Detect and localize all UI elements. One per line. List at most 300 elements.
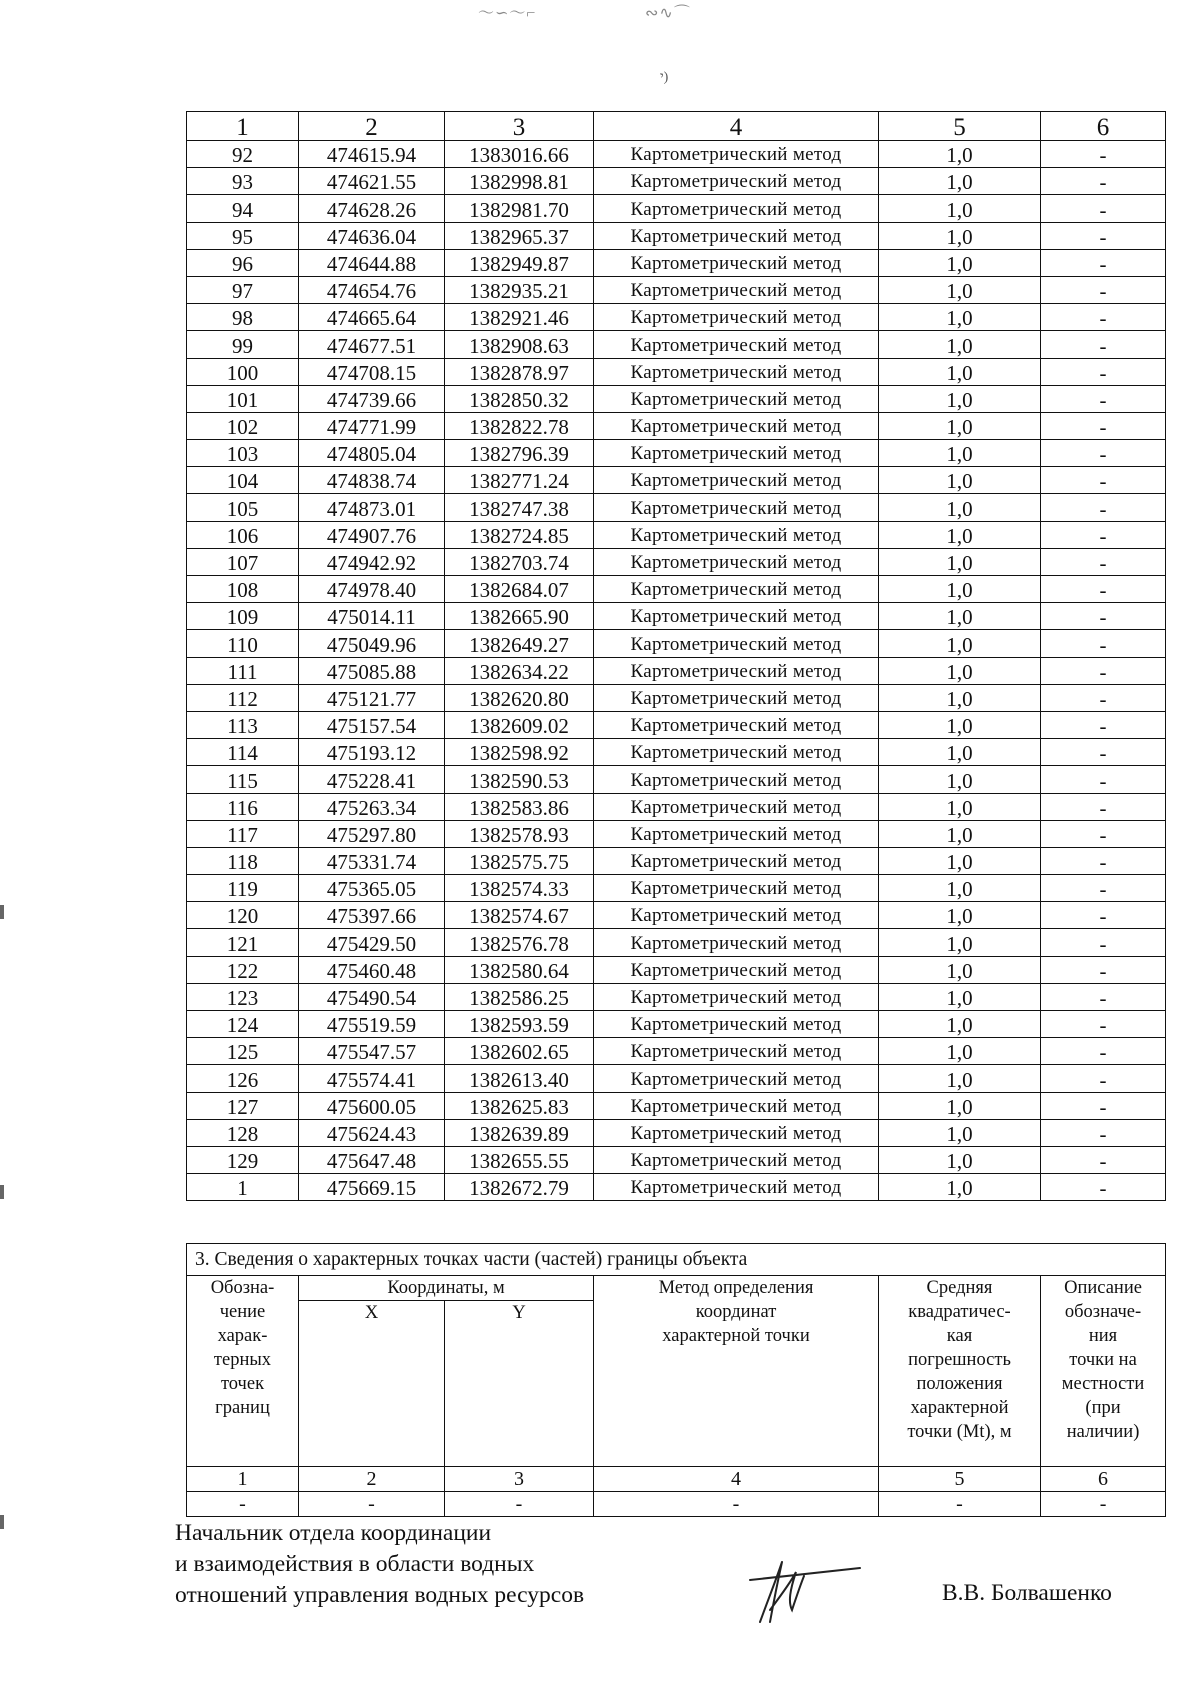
point-number-cell: 92: [187, 141, 299, 168]
x-coordinate-cell: 475365.05: [299, 875, 445, 902]
error-value-cell: 1,0: [879, 684, 1041, 711]
section3-num-3: 3: [445, 1467, 594, 1492]
x-coordinate-cell: 475547.57: [299, 1038, 445, 1065]
header-cell-4: 4: [594, 112, 879, 141]
point-number-cell: 114: [187, 739, 299, 766]
method-cell: Картометрический метод: [594, 467, 879, 494]
point-number-cell: 94: [187, 195, 299, 222]
point-number-cell: 111: [187, 657, 299, 684]
error-value-cell: 1,0: [879, 385, 1041, 412]
description-cell: -: [1041, 1119, 1166, 1146]
point-number-cell: 126: [187, 1065, 299, 1092]
method-cell: Картометрический метод: [594, 684, 879, 711]
x-coordinate-cell: 475519.59: [299, 1011, 445, 1038]
y-coordinate-cell: 1382578.93: [445, 820, 594, 847]
method-cell: Картометрический метод: [594, 1011, 879, 1038]
error-value-cell: 1,0: [879, 603, 1041, 630]
x-coordinate-cell: 475228.41: [299, 766, 445, 793]
table-row: [187, 1065, 1166, 1092]
method-cell: Картометрический метод: [594, 548, 879, 575]
description-cell: -: [1041, 657, 1166, 684]
x-coordinate-cell: 475297.80: [299, 820, 445, 847]
x-coordinate-cell: 474771.99: [299, 412, 445, 439]
method-cell: Картометрический метод: [594, 331, 879, 358]
x-coordinate-cell: 474873.01: [299, 494, 445, 521]
error-value-cell: 1,0: [879, 358, 1041, 385]
point-number-cell: 107: [187, 548, 299, 575]
section3-num-1: 1: [187, 1467, 299, 1492]
x-coordinate-cell: 475121.77: [299, 684, 445, 711]
section3-num-5: 5: [879, 1467, 1041, 1492]
description-cell: -: [1041, 467, 1166, 494]
section3-num-2: 2: [299, 1467, 445, 1492]
description-cell: -: [1041, 141, 1166, 168]
point-number-cell: 119: [187, 875, 299, 902]
section3-designation-header: Обозна- чение харак- терных точек границ: [187, 1276, 299, 1467]
position-line-1: Начальник отдела координации: [175, 1520, 492, 1546]
x-coordinate-cell: 475574.41: [299, 1065, 445, 1092]
top-scribble-right: ∾∿⌒: [645, 5, 691, 22]
x-coordinate-cell: 474942.92: [299, 548, 445, 575]
coordinates-table-body: [187, 112, 1166, 1201]
error-value-cell: 1,0: [879, 1038, 1041, 1065]
description-cell: -: [1041, 304, 1166, 331]
method-cell: Картометрический метод: [594, 847, 879, 874]
handwritten-signature: [730, 1550, 870, 1630]
section3-dash-5: -: [879, 1492, 1041, 1517]
table-row: [187, 603, 1166, 630]
point-number-cell: 112: [187, 684, 299, 711]
method-cell: Картометрический метод: [594, 1092, 879, 1119]
description-cell: -: [1041, 603, 1166, 630]
description-cell: -: [1041, 711, 1166, 738]
description-cell: -: [1041, 249, 1166, 276]
y-coordinate-cell: 1382822.78: [445, 412, 594, 439]
error-value-cell: 1,0: [879, 1011, 1041, 1038]
description-cell: -: [1041, 168, 1166, 195]
error-value-cell: 1,0: [879, 141, 1041, 168]
error-value-cell: 1,0: [879, 1065, 1041, 1092]
description-cell: -: [1041, 1146, 1166, 1173]
description-cell: -: [1041, 630, 1166, 657]
error-value-cell: 1,0: [879, 276, 1041, 303]
description-cell: -: [1041, 222, 1166, 249]
edge-mark: [0, 1185, 4, 1199]
method-cell: Картометрический метод: [594, 929, 879, 956]
point-number-cell: 121: [187, 929, 299, 956]
error-value-cell: 1,0: [879, 956, 1041, 983]
section3-title: 3. Сведения о характерных точках части (частей) границы объекта: [187, 1244, 1166, 1276]
header-cell-2: 2: [299, 112, 445, 141]
description-cell: -: [1041, 739, 1166, 766]
point-number-cell: 108: [187, 576, 299, 603]
description-cell: -: [1041, 494, 1166, 521]
x-coordinate-cell: 474636.04: [299, 222, 445, 249]
error-value-cell: 1,0: [879, 521, 1041, 548]
description-cell: -: [1041, 358, 1166, 385]
section3-num-6: 6: [1041, 1467, 1166, 1492]
y-coordinate-cell: 1383016.66: [445, 141, 594, 168]
x-coordinate-cell: 474665.64: [299, 304, 445, 331]
table-row: [187, 1011, 1166, 1038]
x-coordinate-cell: 474805.04: [299, 440, 445, 467]
error-value-cell: 1,0: [879, 1119, 1041, 1146]
error-value-cell: 1,0: [879, 711, 1041, 738]
header-cell-3: 3: [445, 112, 594, 141]
description-cell: -: [1041, 1174, 1166, 1201]
table-row: [187, 195, 1166, 222]
table-row: [187, 1038, 1166, 1065]
y-coordinate-cell: 1382574.33: [445, 875, 594, 902]
section3-y-header: Y: [445, 1301, 594, 1467]
method-cell: Картометрический метод: [594, 385, 879, 412]
table-row: [187, 304, 1166, 331]
x-coordinate-cell: 474978.40: [299, 576, 445, 603]
y-coordinate-cell: 1382625.83: [445, 1092, 594, 1119]
x-coordinate-cell: 475624.43: [299, 1119, 445, 1146]
table-row: [187, 657, 1166, 684]
method-cell: Картометрический метод: [594, 657, 879, 684]
error-value-cell: 1,0: [879, 766, 1041, 793]
description-cell: -: [1041, 902, 1166, 929]
table-row: [187, 331, 1166, 358]
method-cell: Картометрический метод: [594, 494, 879, 521]
error-value-cell: 1,0: [879, 467, 1041, 494]
point-number-cell: 93: [187, 168, 299, 195]
y-coordinate-cell: 1382965.37: [445, 222, 594, 249]
method-cell: Картометрический метод: [594, 630, 879, 657]
table-row: [187, 929, 1166, 956]
section3-empty-row: [187, 1492, 1166, 1517]
x-coordinate-cell: 474708.15: [299, 358, 445, 385]
y-coordinate-cell: 1382613.40: [445, 1065, 594, 1092]
y-coordinate-cell: 1382609.02: [445, 711, 594, 738]
method-cell: Картометрический метод: [594, 195, 879, 222]
point-number-cell: 96: [187, 249, 299, 276]
error-value-cell: 1,0: [879, 630, 1041, 657]
method-cell: Картометрический метод: [594, 711, 879, 738]
y-coordinate-cell: 1382583.86: [445, 793, 594, 820]
table-row: [187, 521, 1166, 548]
x-coordinate-cell: 475490.54: [299, 983, 445, 1010]
table-row: [187, 684, 1166, 711]
method-cell: Картометрический метод: [594, 576, 879, 603]
point-number-cell: 95: [187, 222, 299, 249]
method-cell: Картометрический метод: [594, 1119, 879, 1146]
header-cell-1: 1: [187, 112, 299, 141]
point-number-cell: 97: [187, 276, 299, 303]
header-cell-6: 6: [1041, 112, 1166, 141]
x-coordinate-cell: 475647.48: [299, 1146, 445, 1173]
description-cell: -: [1041, 847, 1166, 874]
x-coordinate-cell: 475085.88: [299, 657, 445, 684]
y-coordinate-cell: 1382574.67: [445, 902, 594, 929]
table-row: [187, 1092, 1166, 1119]
table-row: [187, 276, 1166, 303]
edge-mark: [0, 1515, 4, 1529]
table-row: [187, 385, 1166, 412]
table-row: [187, 902, 1166, 929]
description-cell: -: [1041, 440, 1166, 467]
section3-header-row-1: [187, 1276, 1166, 1301]
point-number-cell: 101: [187, 385, 299, 412]
section3-dash-2: -: [299, 1492, 445, 1517]
table-row: [187, 739, 1166, 766]
y-coordinate-cell: 1382655.55: [445, 1146, 594, 1173]
page-mark: י): [660, 70, 669, 85]
point-number-cell: 105: [187, 494, 299, 521]
x-coordinate-cell: 475263.34: [299, 793, 445, 820]
y-coordinate-cell: 1382949.87: [445, 249, 594, 276]
table-row: [187, 766, 1166, 793]
point-number-cell: 99: [187, 331, 299, 358]
x-coordinate-cell: 475193.12: [299, 739, 445, 766]
method-cell: Картометрический метод: [594, 222, 879, 249]
table-row: [187, 548, 1166, 575]
section3-dash-3: -: [445, 1492, 594, 1517]
point-number-cell: 100: [187, 358, 299, 385]
method-cell: Картометрический метод: [594, 521, 879, 548]
point-number-cell: 104: [187, 467, 299, 494]
method-cell: Картометрический метод: [594, 168, 879, 195]
y-coordinate-cell: 1382575.75: [445, 847, 594, 874]
y-coordinate-cell: 1382580.64: [445, 956, 594, 983]
table-row: [187, 467, 1166, 494]
y-coordinate-cell: 1382908.63: [445, 331, 594, 358]
section3-number-row: [187, 1467, 1166, 1492]
method-cell: Картометрический метод: [594, 1174, 879, 1201]
table-row: [187, 875, 1166, 902]
error-value-cell: 1,0: [879, 820, 1041, 847]
x-coordinate-cell: 475331.74: [299, 847, 445, 874]
point-number-cell: 123: [187, 983, 299, 1010]
description-cell: -: [1041, 929, 1166, 956]
table-row: [187, 956, 1166, 983]
table-row: [187, 494, 1166, 521]
table-row: [187, 630, 1166, 657]
point-number-cell: 120: [187, 902, 299, 929]
description-cell: -: [1041, 548, 1166, 575]
y-coordinate-cell: 1382998.81: [445, 168, 594, 195]
x-coordinate-cell: 475429.50: [299, 929, 445, 956]
x-coordinate-cell: 475049.96: [299, 630, 445, 657]
edge-mark: [0, 905, 4, 919]
error-value-cell: 1,0: [879, 304, 1041, 331]
method-cell: Картометрический метод: [594, 956, 879, 983]
y-coordinate-cell: 1382935.21: [445, 276, 594, 303]
table-row: [187, 168, 1166, 195]
description-cell: -: [1041, 195, 1166, 222]
point-number-cell: 103: [187, 440, 299, 467]
point-number-cell: 102: [187, 412, 299, 439]
description-cell: -: [1041, 576, 1166, 603]
error-value-cell: 1,0: [879, 331, 1041, 358]
section3-x-header: X: [299, 1301, 445, 1467]
table-row: [187, 576, 1166, 603]
y-coordinate-cell: 1382850.32: [445, 385, 594, 412]
method-cell: Картометрический метод: [594, 358, 879, 385]
table-header-row: [187, 112, 1166, 141]
position-line-3: отношений управления водных ресурсов: [175, 1582, 585, 1608]
method-cell: Картометрический метод: [594, 766, 879, 793]
table-row: [187, 793, 1166, 820]
x-coordinate-cell: 474615.94: [299, 141, 445, 168]
description-cell: -: [1041, 1065, 1166, 1092]
section3-description-header: Описание обозначе- ния точки на местности (при наличии): [1041, 1276, 1166, 1467]
table-row: [187, 711, 1166, 738]
y-coordinate-cell: 1382602.65: [445, 1038, 594, 1065]
x-coordinate-cell: 474644.88: [299, 249, 445, 276]
table-row: [187, 1174, 1166, 1201]
y-coordinate-cell: 1382639.89: [445, 1119, 594, 1146]
error-value-cell: 1,0: [879, 657, 1041, 684]
table-row: [187, 412, 1166, 439]
table-row: [187, 847, 1166, 874]
point-number-cell: 1: [187, 1174, 299, 1201]
error-value-cell: 1,0: [879, 793, 1041, 820]
error-value-cell: 1,0: [879, 1174, 1041, 1201]
error-value-cell: 1,0: [879, 412, 1041, 439]
method-cell: Картометрический метод: [594, 412, 879, 439]
point-number-cell: 129: [187, 1146, 299, 1173]
method-cell: Картометрический метод: [594, 1038, 879, 1065]
y-coordinate-cell: 1382747.38: [445, 494, 594, 521]
description-cell: -: [1041, 331, 1166, 358]
point-number-cell: 110: [187, 630, 299, 657]
y-coordinate-cell: 1382771.24: [445, 467, 594, 494]
header-cell-5: 5: [879, 112, 1041, 141]
y-coordinate-cell: 1382634.22: [445, 657, 594, 684]
signer-name: В.В. Болвашенко: [942, 1580, 1112, 1606]
error-value-cell: 1,0: [879, 739, 1041, 766]
method-cell: Картометрический метод: [594, 983, 879, 1010]
method-cell: Картометрический метод: [594, 739, 879, 766]
description-cell: -: [1041, 1092, 1166, 1119]
method-cell: Картометрический метод: [594, 249, 879, 276]
point-number-cell: 122: [187, 956, 299, 983]
point-number-cell: 98: [187, 304, 299, 331]
x-coordinate-cell: 475014.11: [299, 603, 445, 630]
point-number-cell: 109: [187, 603, 299, 630]
table-row: [187, 249, 1166, 276]
top-scribble-left: ～∽～⌐: [478, 5, 537, 22]
section3-table: [186, 1243, 1166, 1517]
error-value-cell: 1,0: [879, 249, 1041, 276]
y-coordinate-cell: 1382981.70: [445, 195, 594, 222]
description-cell: -: [1041, 276, 1166, 303]
description-cell: -: [1041, 412, 1166, 439]
method-cell: Картометрический метод: [594, 1065, 879, 1092]
x-coordinate-cell: 474739.66: [299, 385, 445, 412]
error-value-cell: 1,0: [879, 440, 1041, 467]
section3-num-4: 4: [594, 1467, 879, 1492]
description-cell: -: [1041, 956, 1166, 983]
point-number-cell: 115: [187, 766, 299, 793]
error-value-cell: 1,0: [879, 548, 1041, 575]
method-cell: Картометрический метод: [594, 875, 879, 902]
position-line-2: и взаимодействия в области водных: [175, 1551, 535, 1577]
method-cell: Картометрический метод: [594, 304, 879, 331]
y-coordinate-cell: 1382921.46: [445, 304, 594, 331]
error-value-cell: 1,0: [879, 1092, 1041, 1119]
error-value-cell: 1,0: [879, 1146, 1041, 1173]
description-cell: -: [1041, 684, 1166, 711]
y-coordinate-cell: 1382586.25: [445, 983, 594, 1010]
x-coordinate-cell: 475157.54: [299, 711, 445, 738]
x-coordinate-cell: 474677.51: [299, 331, 445, 358]
method-cell: Картометрический метод: [594, 440, 879, 467]
y-coordinate-cell: 1382724.85: [445, 521, 594, 548]
point-number-cell: 127: [187, 1092, 299, 1119]
error-value-cell: 1,0: [879, 494, 1041, 521]
x-coordinate-cell: 474907.76: [299, 521, 445, 548]
description-cell: -: [1041, 793, 1166, 820]
x-coordinate-cell: 475669.15: [299, 1174, 445, 1201]
section3-error-header: Средняя квадратичес- кая погрешность положения характерной точки (Mt), м: [879, 1276, 1041, 1467]
error-value-cell: 1,0: [879, 875, 1041, 902]
point-number-cell: 113: [187, 711, 299, 738]
error-value-cell: 1,0: [879, 168, 1041, 195]
method-cell: Картометрический метод: [594, 1146, 879, 1173]
error-value-cell: 1,0: [879, 222, 1041, 249]
y-coordinate-cell: 1382684.07: [445, 576, 594, 603]
section3-dash-4: -: [594, 1492, 879, 1517]
method-cell: Картометрический метод: [594, 902, 879, 929]
method-cell: Картометрический метод: [594, 141, 879, 168]
error-value-cell: 1,0: [879, 983, 1041, 1010]
description-cell: -: [1041, 385, 1166, 412]
description-cell: -: [1041, 766, 1166, 793]
point-number-cell: 106: [187, 521, 299, 548]
x-coordinate-cell: 474654.76: [299, 276, 445, 303]
method-cell: Картометрический метод: [594, 603, 879, 630]
y-coordinate-cell: 1382576.78: [445, 929, 594, 956]
description-cell: -: [1041, 875, 1166, 902]
table-row: [187, 141, 1166, 168]
description-cell: -: [1041, 983, 1166, 1010]
y-coordinate-cell: 1382878.97: [445, 358, 594, 385]
error-value-cell: 1,0: [879, 929, 1041, 956]
y-coordinate-cell: 1382620.80: [445, 684, 594, 711]
table-row: [187, 222, 1166, 249]
table-row: [187, 1119, 1166, 1146]
description-cell: -: [1041, 820, 1166, 847]
y-coordinate-cell: 1382593.59: [445, 1011, 594, 1038]
point-number-cell: 124: [187, 1011, 299, 1038]
x-coordinate-cell: 474838.74: [299, 467, 445, 494]
coordinates-table: [186, 111, 1166, 1201]
x-coordinate-cell: 475600.05: [299, 1092, 445, 1119]
y-coordinate-cell: 1382598.92: [445, 739, 594, 766]
y-coordinate-cell: 1382649.27: [445, 630, 594, 657]
method-cell: Картометрический метод: [594, 276, 879, 303]
section3-method-header: Метод определения координат характерной точки: [594, 1276, 879, 1467]
section3-dash-6: -: [1041, 1492, 1166, 1517]
error-value-cell: 1,0: [879, 847, 1041, 874]
point-number-cell: 116: [187, 793, 299, 820]
point-number-cell: 128: [187, 1119, 299, 1146]
x-coordinate-cell: 475460.48: [299, 956, 445, 983]
section3-dash-1: -: [187, 1492, 299, 1517]
point-number-cell: 125: [187, 1038, 299, 1065]
table-row: [187, 440, 1166, 467]
x-coordinate-cell: 475397.66: [299, 902, 445, 929]
method-cell: Картометрический метод: [594, 793, 879, 820]
point-number-cell: 117: [187, 820, 299, 847]
y-coordinate-cell: 1382796.39: [445, 440, 594, 467]
y-coordinate-cell: 1382703.74: [445, 548, 594, 575]
x-coordinate-cell: 474621.55: [299, 168, 445, 195]
